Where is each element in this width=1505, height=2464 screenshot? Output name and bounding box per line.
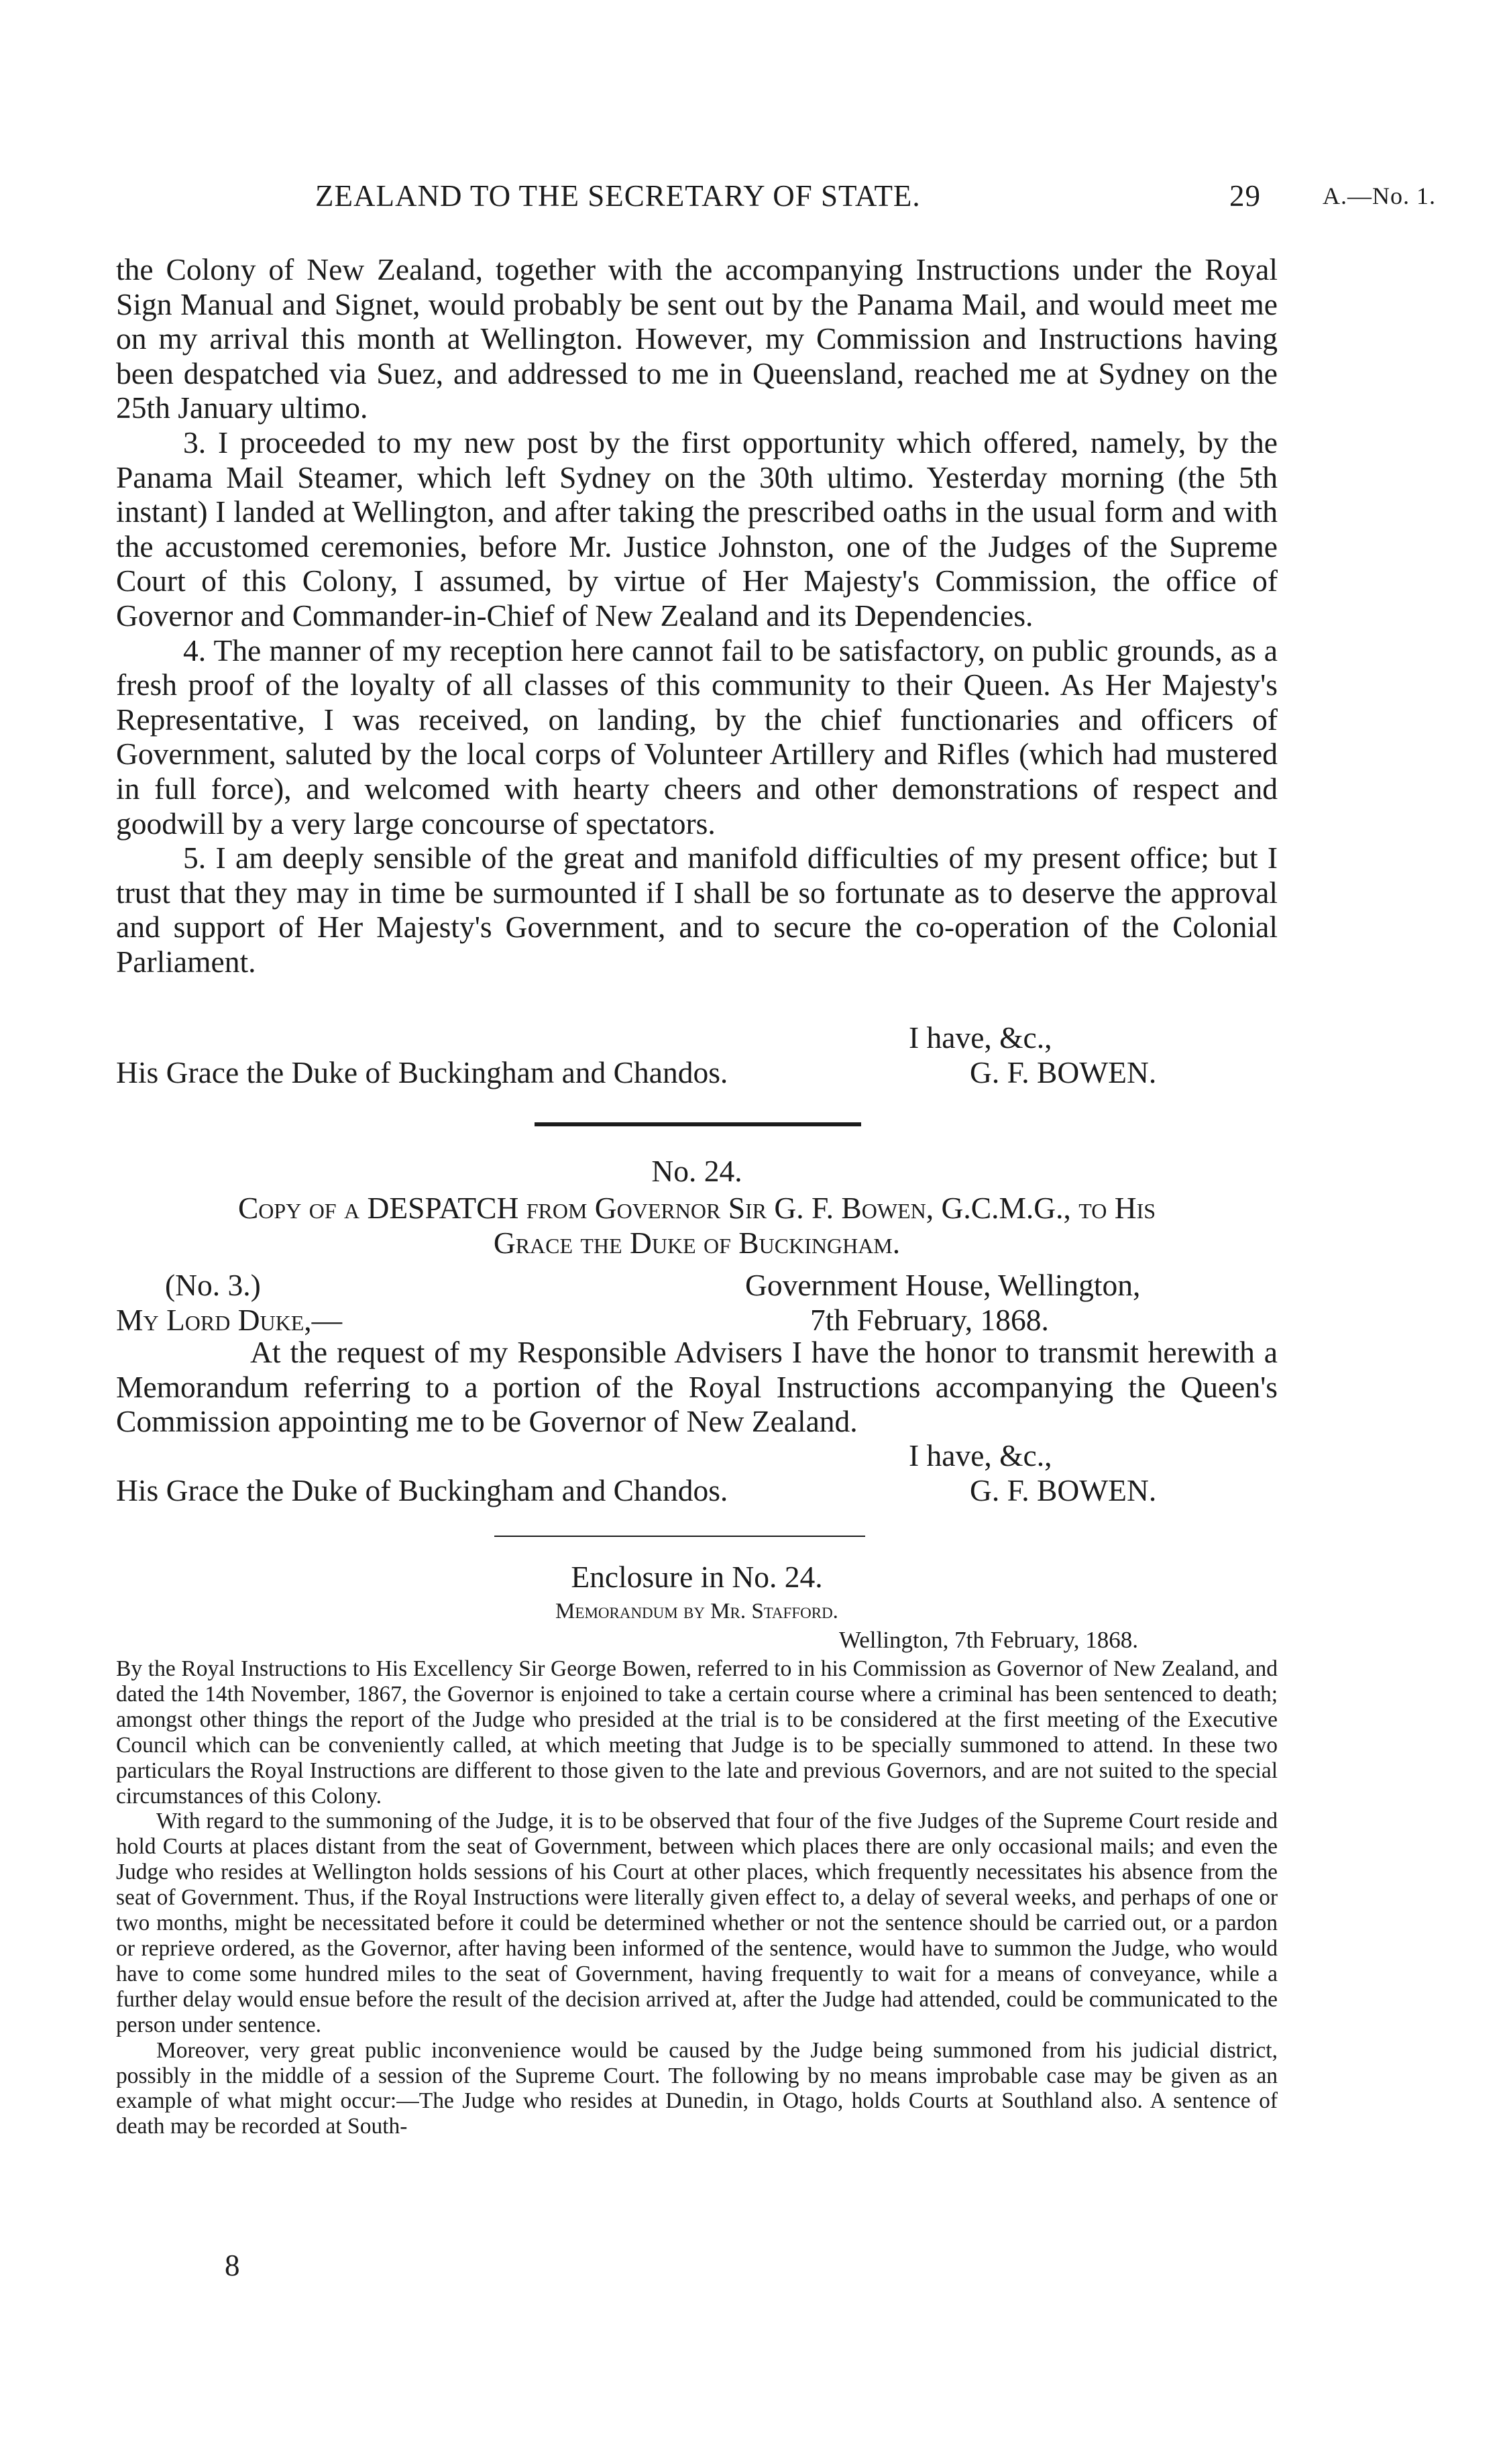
- despatch-23-closing-row: [116, 1020, 1278, 1055]
- enclosure-divider: [494, 1536, 865, 1537]
- signature: G. F. BOWEN.: [970, 1473, 1157, 1507]
- enclosure-title: Enclosure in No. 24.: [571, 1560, 823, 1594]
- despatch-24-sign-row: [116, 1473, 1278, 1508]
- paragraph-4: 4. The manner of my reception here cannot fail to be satisfactory, on public grounds, as a fresh proof of the loyalty of all classes of this community to their Queen. As Her Majesty's Representative, I was received, on landing, by the chief functionaries and officers of Government, saluted by the local corps of Volunteer Artillery and Rifles (which had mustered in full force), and welcomed with hearty cheers and other demonstrations of respect and goodwill by a very large concourse of spectators.: [116, 633, 1278, 841]
- despatch-24-number: No. 24.: [651, 1154, 742, 1188]
- despatch-place: Government House, Wellington,: [745, 1268, 1141, 1302]
- despatch-23-body: [116, 252, 1278, 979]
- paper-reference: A.—No. 1.: [1323, 182, 1436, 209]
- signature-mark: 8: [225, 2249, 240, 2282]
- enclosure-place-date: Wellington, 7th February, 1868.: [839, 1627, 1138, 1653]
- closing: I have, &c.,: [909, 1020, 1052, 1055]
- paragraph-5: 5. I am deeply sensible of the great and manifold difficulties of my present office; but I trust that they may in time be surmounted if I shall be so fortunate as to deserve the approval and support of Her Majesty's Government, and to secure the co-operation of the Colonial Parliament.: [116, 841, 1278, 979]
- despatch-24-title-line-1: Copy of a DESPATCH from Governor Sir G. F. Bowen, G.C.M.G., to His: [237, 1191, 1156, 1225]
- memorandum-paragraph-1: By the Royal Instructions to His Excellency Sir George Bowen, referred to in his Commission as Governor of New Zealand, and dated the 14th November, 1867, the Governor is enjoined to take a certain course where a criminal has been sentenced to death; amongst other things the report of the Judge who presided at the trial is to be considered at the first meeting of the Executive Council which can be conveniently called, at which meeting that Judge is to be specially summoned to attend. In these two particulars the Royal Instructions are different to those given to the late and previous Governors, and are not suited to the special circumstances of this Colony.: [116, 1656, 1278, 1809]
- enclosure-subtitle: Memorandum by Mr. Stafford.: [555, 1599, 838, 1623]
- despatch-24-closing-row: [116, 1438, 1278, 1473]
- despatch-24-ref-row: [116, 1268, 1278, 1303]
- despatch-24-salutation-row: [116, 1303, 1278, 1338]
- addressee: His Grace the Duke of Buckingham and Chandos.: [116, 1055, 728, 1089]
- salutation: My Lord Duke,—: [116, 1303, 343, 1337]
- running-title: ZEALAND TO THE SECRETARY OF STATE.: [315, 179, 921, 213]
- memorandum-paragraph-2: With regard to the summoning of the Judge, it is to be observed that four of the five Judges of the Supreme Court reside and hold Courts at places distant from the seat of Government, between which places there are only occasional mails; and even the Judge who resides at Wellington holds sessions of his Court at other places, which frequently necessitates his absence from the seat of Government. Thus, if the Royal Instructions were literally given effect to, a delay of several weeks, and perhaps of one or two months, might be necessitated before it could be determined whether or not the sentence should be carried out, or a pardon or reprieve ordered, as the Governor, after having been informed of the sentence, would have to summon the Judge, who would have to come some hundred miles to the seat of Government, having frequently to wait for a means of conveyance, while a further delay would ensue before the result of the decision arrived at, after the Judge had attended, could be communicated to the person under sentence.: [116, 1809, 1278, 2037]
- signature: G. F. BOWEN.: [970, 1055, 1157, 1089]
- paragraph-3: 3. I proceeded to my new post by the first opportunity which offered, namely, by the Panama Mail Steamer, which left Sydney on the 30th ultimo. Yesterday morning (the 5th instant) I landed at Wellington, and after taking the prescribed oaths in the usual form and with the accustomed ceremonies, before Mr. Justice Johnston, one of the Judges of the Supreme Court of this Colony, I assumed, by virtue of Her Majesty's Commission, the office of Governor and Commander-in-Chief of New Zealand and its Dependencies.: [116, 425, 1278, 633]
- closing: I have, &c.,: [909, 1438, 1052, 1472]
- despatch-24-body: At the request of my Responsible Advisers I have the honor to transmit herewith a Memorandum referring to a portion of the Royal Instructions accompanying the Queen's Commission appointing me to be Governor of New Zealand.: [116, 1335, 1278, 1439]
- memorandum-paragraph-3: Moreover, very great public inconvenience would be caused by the Judge being summoned from his judicial district, possibly in the middle of a session of the Supreme Court. The following by no means improbable case may be given as an example of what might occur:—The Judge who resides at Dunedin, in Otago, holds Courts at Southland also. A sentence of death may be recorded at South-: [116, 2037, 1278, 2139]
- paragraph-2-tail: the Colony of New Zealand, together with the accompanying Instructions under the Royal Sign Manual and Signet, would probably be sent out by the Panama Mail, and would meet me on my arrival this month at Wellington. However, my Commission and Instructions having been despatched via Suez, and addressed to me in Queensland, reached me at Sydney on the 25th January ultimo.: [116, 252, 1278, 425]
- memorandum-body: [116, 1656, 1278, 2139]
- despatch-24-title-line-2: Grace the Duke of Buckingham.: [493, 1226, 901, 1260]
- despatch-ref-no: (No. 3.): [165, 1268, 261, 1302]
- despatch-date: 7th February, 1868.: [810, 1303, 1049, 1337]
- addressee: His Grace the Duke of Buckingham and Chandos.: [116, 1473, 728, 1507]
- page-number: 29: [1229, 179, 1261, 213]
- despatch-23-sign-row: [116, 1055, 1278, 1090]
- section-divider: [535, 1122, 861, 1126]
